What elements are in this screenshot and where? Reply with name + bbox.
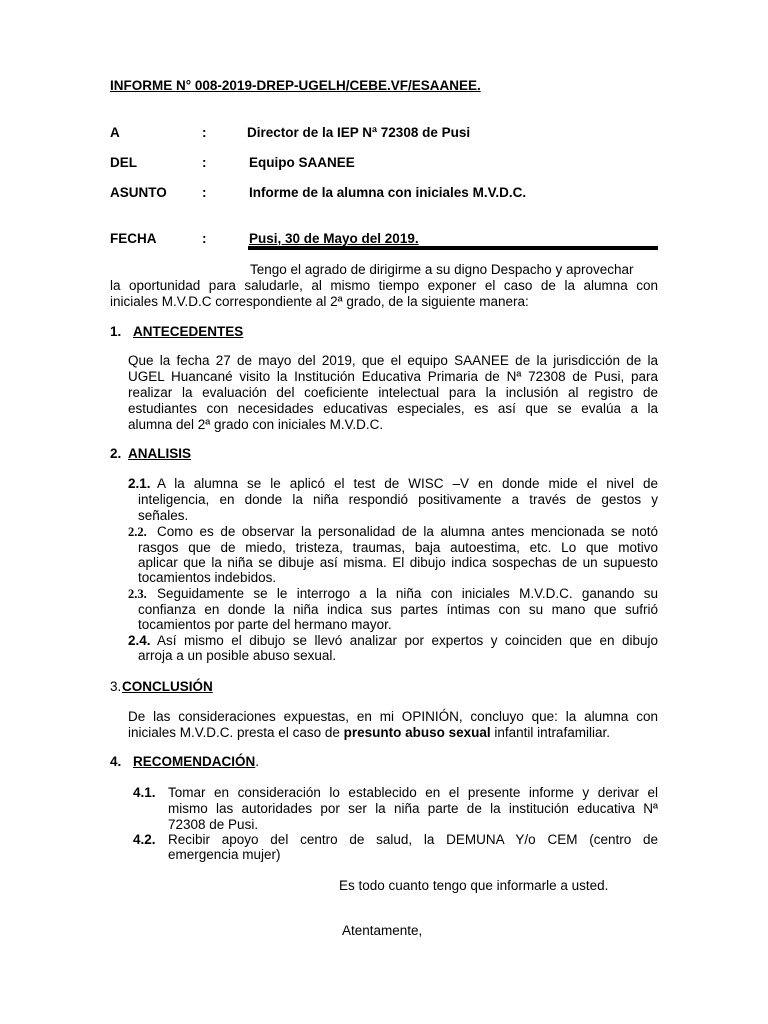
closing-line: Es todo cuanto tengo que informarle a usted. (339, 878, 609, 893)
item-line: Tomar en consideración lo establecido en el presente informe y derivar el (168, 785, 658, 800)
item-line: confianza en donde la niña indica sus partes íntimas con su mano que sufrió (138, 602, 658, 617)
section-1-line: estudiantes con necesidades educativas especiales, es así que se evalúa a la (128, 401, 658, 416)
section-4-heading (133, 754, 259, 770)
item-number: 4.2. (133, 832, 156, 847)
field-value-date: Pusi, 30 de Mayo del 2019. (249, 231, 419, 246)
field-sep: : (202, 155, 207, 170)
intro-line-1: Tengo el agrado de dirigirme a su digno Despacho y aprovechar (250, 262, 634, 277)
header-divider (248, 246, 658, 250)
item-number: 2.4. (128, 633, 151, 648)
field-sep: : (202, 125, 207, 140)
item-line: Como es de observar la personalidad de la alumna antes mencionada se notó (157, 524, 658, 539)
conclusion-line-2 (128, 725, 610, 741)
item-line: arroja a un posible abuso sexual. (138, 648, 337, 663)
field-label-asunto: ASUNTO (110, 185, 167, 200)
intro-line-3: iniciales M.V.D.C correspondiente al 2ª grado, de la siguiente manera: (110, 294, 529, 309)
section-1-title: ANTECEDENTES (133, 324, 244, 339)
item-line: A la alumna se le aplicó el test de WISC –V en donde mide el nivel de (157, 476, 658, 491)
item-line: Así mismo el dibujo se llevó analizar por expertos y coinciden que en dibujo (157, 633, 658, 648)
item-line: mismo las autoridades por ser la niña parte de la institución educativa Nª (168, 801, 658, 816)
conclusion-text: iniciales M.V.D.C. presta el caso de (128, 725, 344, 740)
field-label-a: A (110, 125, 120, 140)
item-number: 2.2. (128, 525, 147, 539)
field-sep: : (202, 231, 207, 246)
field-sep: : (202, 185, 207, 200)
section-3-title: CONCLUSIÓN (122, 679, 213, 694)
item-line: aplicar que la niña se dibuje así misma. El dibujo indica sospechas de un supuesto (138, 555, 658, 570)
item-line: Recibir apoyo del centro de salud, la DEMUNA Y/o CEM (centro de (168, 832, 658, 847)
conclusion-text: infantil intrafamiliar. (490, 725, 610, 740)
conclusion-highlight: presunto abuso sexual (343, 725, 491, 740)
report-title: INFORME N° 008-2019-DREP-UGELH/CEBE.VF/ESAANEE. (110, 78, 481, 93)
section-2-number: 2. (110, 446, 122, 461)
item-line: inteligencia, en donde la niña respondió positivamente a través de gestos y (138, 492, 658, 507)
section-2-title: ANALISIS (128, 446, 192, 461)
field-label-fecha: FECHA (110, 231, 157, 246)
section-4-number: 4. (110, 754, 122, 769)
section-4-title: RECOMENDACIÓN (133, 754, 256, 769)
section-3-number: 3. (110, 679, 122, 694)
section-1-line: realizar la evaluación del coeficiente intelectual para la inclusión al registro de (128, 385, 658, 400)
section-4-title-suffix: . (255, 754, 260, 769)
item-number: 2.1. (128, 476, 151, 491)
item-line: rasgos que de miedo, tristeza, traumas, baja autoestima, etc. Lo que motivo (138, 540, 658, 555)
intro-line-2: la oportunidad para saludarle, al mismo tiempo exponer el caso de la alumna con (110, 278, 658, 293)
field-value-sender: Equipo SAANEE (249, 155, 355, 170)
section-1-line: Que la fecha 27 de mayo del 2019, que el equipo SAANEE de la jurisdicción de la (128, 353, 658, 368)
signoff: Atentamente, (342, 923, 423, 938)
item-line: Seguidamente se le interrogo a la niña con iniciales M.V.D.C. ganando su (157, 586, 658, 601)
section-1-number: 1. (110, 324, 122, 339)
item-line: señales. (138, 508, 189, 523)
conclusion-line-1: De las consideraciones expuestas, en mi OPINIÓN, concluyo que: la alumna con (128, 709, 658, 724)
item-line: emergencia mujer) (168, 847, 281, 862)
item-line: tocamientos indebidos. (138, 570, 277, 585)
item-number: 2.3. (128, 587, 147, 601)
field-value-subject: Informe de la alumna con iniciales M.V.D.C. (249, 185, 527, 200)
section-1-line: UGEL Huancané visito la Institución Educativa Primaria de Nª 72308 de Pusi, para (128, 369, 658, 384)
section-1-line: alumna del 2ª grado con iniciales M.V.D.C. (128, 417, 384, 432)
field-value-recipient: Director de la IEP Nª 72308 de Pusi (247, 125, 471, 140)
item-line: 72308 de Pusi. (168, 817, 259, 832)
item-number: 4.1. (133, 785, 156, 800)
item-line: tocamientos por parte del hermano mayor. (138, 617, 392, 632)
field-label-del: DEL (110, 155, 137, 170)
